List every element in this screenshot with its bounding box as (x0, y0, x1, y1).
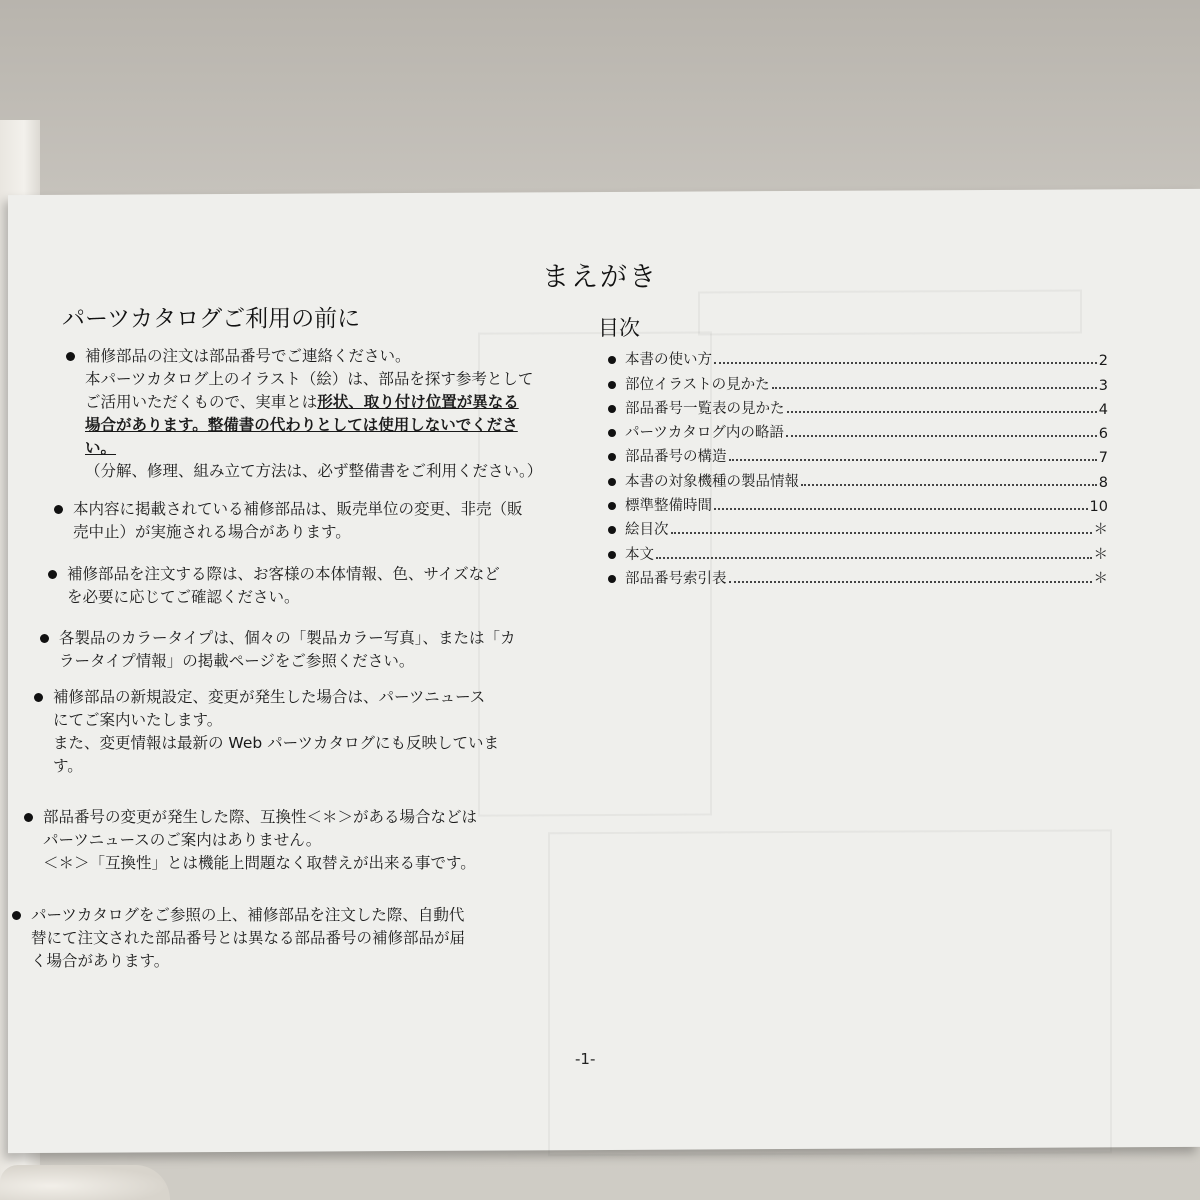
toc-label: 部品番号索引表 (625, 570, 727, 587)
note-line: にてご案内いたします。 (53, 711, 223, 729)
note-line: ラータイプ情報」の掲載ページをご参照ください。 (59, 652, 415, 670)
toc-row[interactable] (608, 491, 1108, 515)
toc-label: 部品番号一覧表の見かた (625, 400, 785, 417)
toc-leader (656, 557, 1092, 559)
toc-leader (729, 459, 1097, 461)
toc-label: 標準整備時間 (625, 498, 712, 515)
toc-label: 本書の使い方 (625, 352, 712, 369)
bleed-through-box (698, 289, 1082, 335)
note-line: 部品番号の変更が発生した際、互換性＜＊＞がある場合などは (43, 808, 478, 826)
toc-page-number: 7 (1098, 450, 1108, 467)
bullet-icon (608, 575, 616, 583)
note-5 (34, 686, 499, 778)
toc-page-number: 4 (1098, 401, 1108, 418)
toc-page-number: 3 (1098, 377, 1108, 394)
toc-page-number: ＊ (1093, 522, 1108, 539)
bullet-icon (608, 429, 616, 437)
toc-label: 本書の対象機種の製品情報 (625, 473, 799, 490)
page-title: まえがき (542, 262, 658, 293)
note-line: また、変更情報は最新の Web パーツカタログにも反映していま (53, 734, 500, 752)
toc-label: 本文 (625, 546, 654, 563)
note-line-emphasis: い。 (85, 439, 117, 457)
section-title: パーツカタログご利用の前に (62, 306, 361, 332)
note-2 (54, 498, 523, 544)
toc-page-number: 8 (1098, 474, 1108, 491)
note-line: 本パーツカタログ上のイラスト（絵）は、部品を探す参考として (85, 370, 534, 388)
bullet-icon (608, 502, 616, 510)
toc-row[interactable] (608, 345, 1108, 369)
toc-page-number: 2 (1098, 353, 1108, 370)
note-line: く場合があります。 (31, 952, 170, 970)
toc-row[interactable] (608, 564, 1108, 588)
toc-page-number: 6 (1098, 426, 1108, 443)
note-line: ご活用いただくもので、実車とは (85, 393, 318, 411)
bullet-icon (48, 570, 57, 579)
page-number: -1- (575, 1050, 596, 1068)
toc-leader (671, 532, 1092, 534)
bullet-icon (12, 911, 21, 920)
toc-row[interactable] (608, 515, 1108, 539)
toc-leader (714, 362, 1097, 364)
note-line: パーツカタログをご参照の上、補修部品を注文した際、自動代 (31, 906, 465, 924)
bullet-icon (24, 813, 33, 822)
bullet-icon (608, 478, 616, 486)
note-line: 替にて注文された部品番号とは異なる部品番号の補修部品が届 (31, 929, 466, 947)
note-line: （分解、修理、組み立て方法は、必ず整備書をご利用ください。） (85, 462, 543, 480)
toc-row[interactable] (608, 539, 1108, 563)
note-6 (24, 806, 477, 875)
toc-label: パーツカタログ内の略語 (625, 425, 784, 442)
note-line: 補修部品の注文は部品番号でご連絡ください。 (85, 347, 411, 365)
toc-leader (714, 508, 1088, 510)
note-line: 補修部品を注文する際は、お客様の本体情報、色、サイズなど (67, 565, 500, 583)
bullet-icon (66, 352, 75, 361)
toc-label: 部品番号の構造 (625, 449, 727, 466)
bullet-icon (608, 551, 616, 559)
toc-row[interactable] (608, 466, 1108, 490)
bullet-icon (608, 405, 616, 413)
toc-row[interactable] (608, 369, 1108, 393)
toc-label: 部位イラストの見かた (625, 376, 770, 393)
bullet-icon (608, 453, 616, 461)
note-line: ＜＊＞「互換性」とは機能上問題なく取替えが出来る事です。 (43, 854, 476, 872)
toc-page-number: ＊ (1093, 546, 1108, 563)
note-1 (66, 345, 542, 483)
note-7 (12, 904, 465, 973)
toc-leader (787, 411, 1097, 413)
note-3 (48, 563, 500, 609)
note-line: 各製品のカラータイプは、個々の「製品カラー写真」、または「カ (59, 629, 516, 647)
toc-leader (801, 484, 1097, 486)
bullet-icon (34, 693, 43, 702)
note-line-emphasis: 形状、取り付け位置が異なる (317, 393, 519, 411)
note-line: す。 (53, 757, 83, 775)
toc-label: 絵目次 (625, 522, 669, 539)
note-4 (40, 627, 515, 673)
note-line: 補修部品の新規設定、変更が発生した場合は、パーツニュース (53, 688, 486, 706)
fabric-corner (0, 1165, 170, 1200)
bullet-icon (608, 526, 616, 534)
toc-leader (786, 435, 1097, 437)
toc-leader (772, 387, 1097, 389)
bleed-through-table (548, 829, 1112, 1156)
note-line: 本内容に掲載されている補修部品は、販売単位の変更、非売（販 (73, 500, 523, 518)
toc-leader (729, 581, 1092, 583)
note-line: 売中止）が実施される場合があります。 (73, 523, 351, 541)
bullet-icon (608, 356, 616, 364)
toc-row[interactable] (608, 418, 1108, 442)
bullet-icon (54, 505, 63, 514)
note-line: パーツニュースのご案内はありません。 (43, 831, 322, 849)
bullet-icon (40, 634, 49, 643)
note-line-emphasis: 場合があります。整備書の代わりとしては使用しないでくださ (85, 416, 518, 434)
note-line: を必要に応じてご確認ください。 (67, 588, 300, 606)
toc-row[interactable] (608, 394, 1108, 418)
bullet-icon (608, 381, 616, 389)
toc-page-number: 10 (1089, 499, 1108, 516)
toc-page-number: ＊ (1093, 570, 1108, 587)
toc-row[interactable] (608, 442, 1108, 466)
toc-title: 目次 (598, 316, 640, 340)
table-of-contents (608, 345, 1108, 588)
